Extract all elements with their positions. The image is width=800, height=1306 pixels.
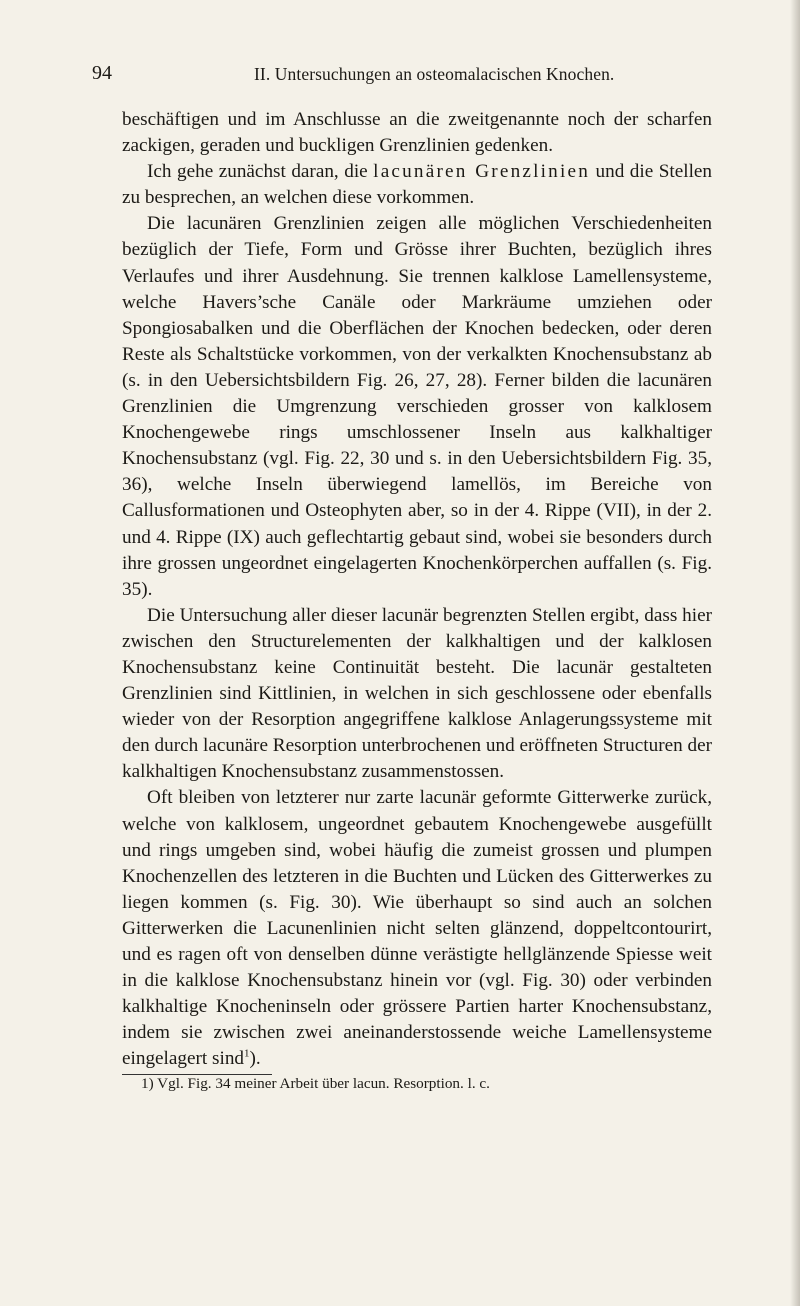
paragraph-lattice-end: ). [249, 1048, 261, 1070]
footnote-marker: 1 [244, 1047, 250, 1060]
page-number: 94 [92, 62, 112, 84]
paragraph-lattice [122, 785, 712, 1072]
paragraph-introduction [122, 159, 712, 211]
paragraph-investigation: Die Untersuchung aller dieser lacunär begrenzten Stellen ergibt, dass hier zwischen den Structurelementen der kalkhaltigen und der kalklosen Knochensubstanz keine Continuität besteht. Die lacunär gestalteten Grenzlinien sind Kittlinien, in welchen in sich geschlossene oder ebenfalls wieder von der Resorption angegriffene kalklose Anlagerungssysteme mit den durch lacunäre Resorption unterbrochenen und eröffneten Structuren der kalkhaltigen Knochensubstanz zusammenstossen. [122, 604, 712, 783]
paragraph-intro-start: Ich gehe zunächst daran, die [147, 161, 374, 183]
paragraph-lattice-text: Oft bleiben von letzterer nur zarte lacunär geformte Gitterwerke zurück, welche von kalklosem, ungeordnet gebautem Knochengewebe ausgefüllt und rings umgeben sind, wobei häufig die zumeist grossen und plumpen Knochenzellen des letzteren in die Buchten und Lücken des Gitterwerkes zu liegen kommen (s. Fig. 30). Wie überhaupt so sind auch an solchen Gitterwerken die Lacunenlinien nicht selten glänzend, doppeltcontourirt, und es ragen oft von denselben dünne verästigte hellglänzende Spiesse weit in die kalklose Knochensubstanz hinein vor (vgl. Fig. 30) oder verbinden kalkhaltige Knocheninseln oder grössere Partien harter Knochensubstanz, indem sie zwischen zwei aneinanderstossende weiche Lamellensysteme eingelagert sind [122, 787, 712, 1070]
paragraph-continuation: beschäftigen und im Anschlusse an die zweitgenannte noch der scharfen zackigen, geraden und buckligen Grenzlinien gedenken. [122, 109, 712, 157]
paragraph-intro-end: und die Stellen zu besprechen, an welchen diese vorkommen. [122, 161, 713, 209]
paragraph-lacunar-lines: Die lacunären Grenzlinien zeigen alle möglichen Verschiedenheiten bezüglich der Tiefe, Form und Grösse ihrer Buchten, bezüglich ihres Verlaufes und ihrer Ausdehnung. Sie trennen kalklose Lamellensysteme, welche Havers’sche Canäle oder Markräume umziehen oder Spongiosabalken und die Oberflächen der Knochen bedecken, oder deren Reste als Schaltstücke vorkommen, von der verkalkten Knochensubstanz ab (s. in den Uebersichtsbildern Fig. 26, 27, 28). Ferner bilden die lacunären Grenzlinien die Umgrenzung verschieden grosser von kalklosem Knochengewebe rings umschlossener Inseln aus kalkhaltiger Knochensubstanz (vgl. Fig. 22, 30 und s. in den Uebersichtsbildern Fig. 35, 36), welche Inseln überwiegend lamellös, im Bereiche von Callusformationen und Osteophyten aber, so in der 4. Rippe (VII), in der 2. und 4. Rippe (IX) auch geflechtartig gebaut sind, wobei sie besonders durch ihre grossen ungeordnet eingelagerten Knochenkörperchen auffallen (s. Fig. 35). [122, 213, 712, 600]
footnote: 1) Vgl. Fig. 34 meiner Arbeit über lacun. Resorption. l. c. [141, 1075, 490, 1092]
emphasized-term: lacunären Grenzlinien [373, 161, 591, 183]
running-title: II. Untersuchungen an osteomalacischen Knochen. [254, 64, 615, 84]
body-text [122, 107, 712, 1072]
page-header [88, 62, 708, 86]
page-edge-shadow [790, 0, 800, 1306]
